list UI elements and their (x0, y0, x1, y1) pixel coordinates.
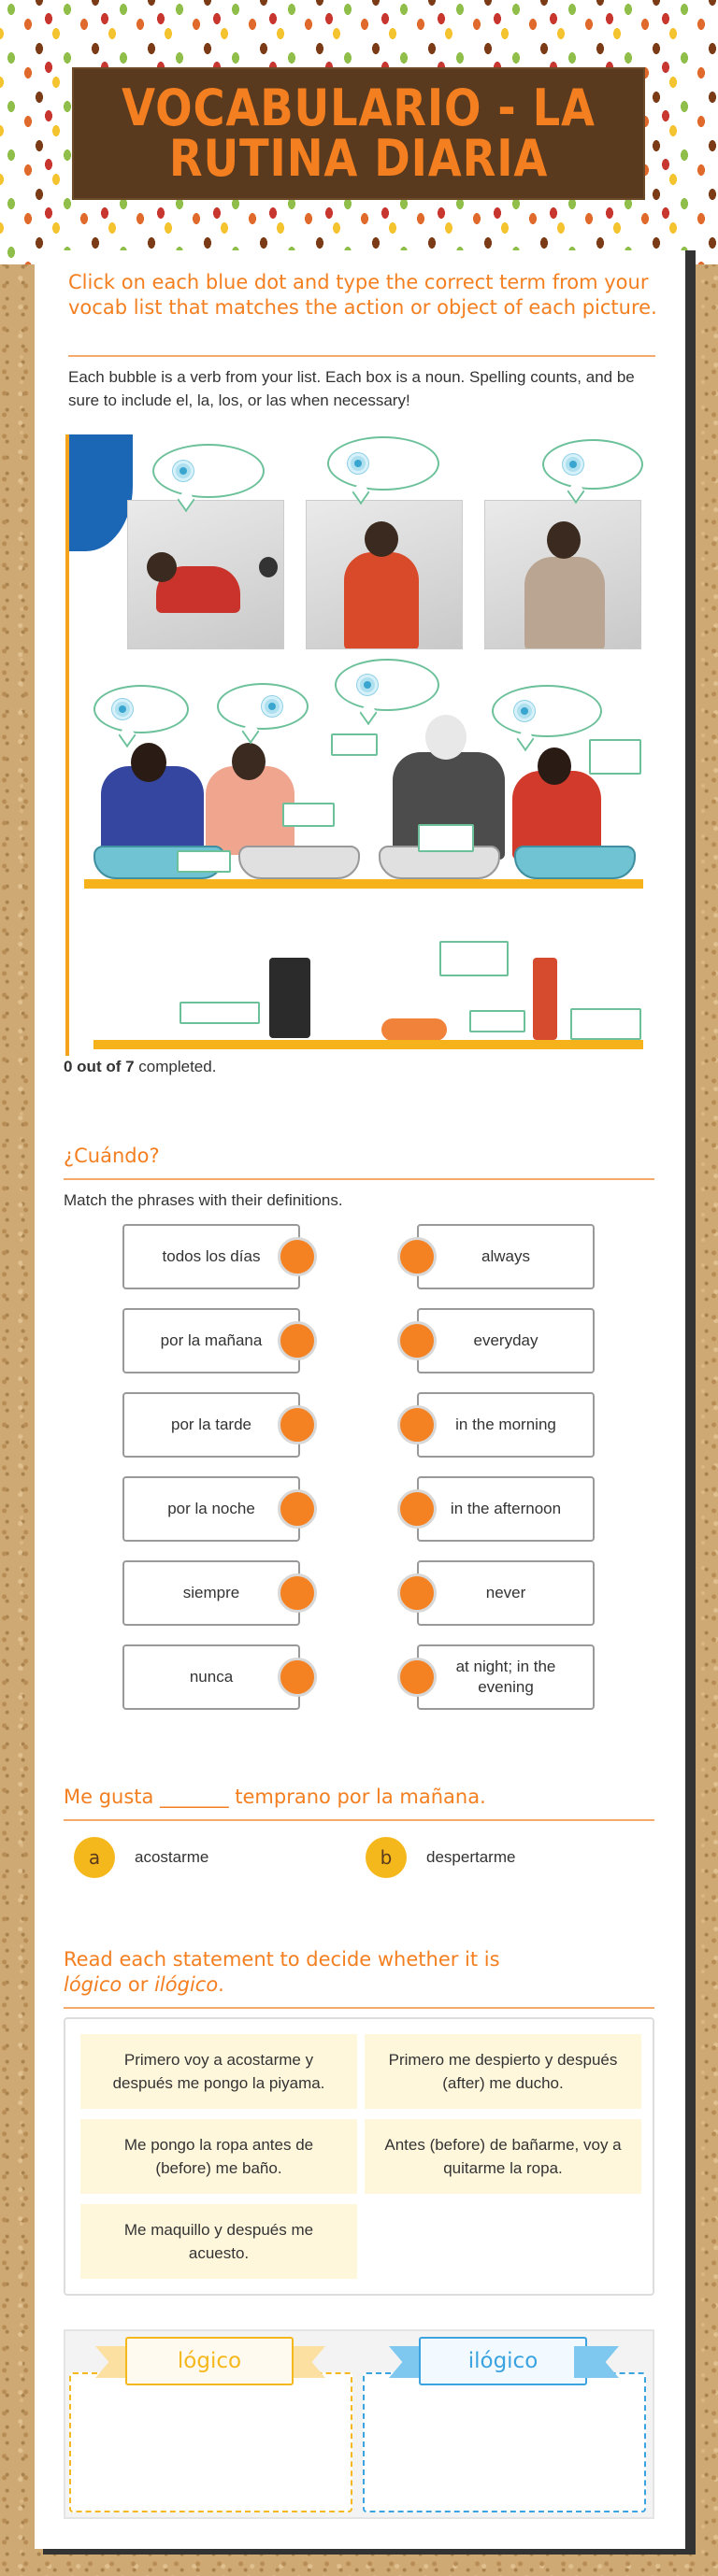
match-right-6[interactable]: at night; in the evening (417, 1644, 595, 1710)
activity-left-bar (65, 434, 69, 1056)
verb-bubble-5[interactable] (217, 683, 309, 730)
match-knob-icon[interactable] (278, 1405, 317, 1445)
option-a-text[interactable]: acostarme (135, 1848, 209, 1866)
verb-bubble-1[interactable] (152, 444, 265, 498)
section2-title: ¿Cuándo? (64, 1145, 160, 1167)
match-left-5[interactable]: siempre (122, 1560, 300, 1626)
completed-suffix: completed. (134, 1058, 217, 1075)
statement-card-2[interactable]: Primero me despierto y después (after) me ducho. (365, 2034, 641, 2109)
option-b-text[interactable]: despertarme (426, 1848, 516, 1866)
noun-box-5[interactable] (177, 850, 231, 873)
verb-bubble-3[interactable] (542, 439, 643, 490)
option-a-badge[interactable]: a (74, 1837, 115, 1878)
person-brushing-head (538, 747, 571, 785)
match-right-3[interactable]: in the morning (417, 1392, 595, 1458)
drop-zone-ilogico[interactable] (363, 2372, 646, 2512)
match-knob-icon[interactable] (397, 1573, 437, 1613)
match-left-6[interactable]: nunca (122, 1644, 300, 1710)
section4-title-main: Read each statement to decide whether it is (64, 1948, 500, 1971)
title-word-logico: lógico (64, 1973, 122, 1996)
sort-categories (64, 2329, 654, 2519)
hairdryer-icon (381, 1018, 447, 1041)
noun-box-4[interactable] (418, 824, 474, 852)
person-shaving-head (425, 715, 467, 760)
blue-dot-icon[interactable] (514, 701, 535, 721)
person-body (344, 552, 419, 649)
ribbon-tail-right (574, 2346, 619, 2378)
sink (238, 846, 360, 879)
section1-note: Each bubble is a verb from your list. Each box is a noun. Spelling counts, and be sure to include el, la, los, or las when necessary! (68, 368, 635, 409)
match-knob-icon[interactable] (278, 1237, 317, 1276)
person-combing-head (131, 743, 166, 782)
section1-instruction: Click on each blue dot and type the correct term from your vocab list that matches the action or object of each picture. (68, 271, 657, 319)
section3-rule (64, 1819, 654, 1821)
header-banner (0, 0, 718, 264)
blue-dot-icon[interactable] (262, 696, 282, 717)
drop-zone-logico[interactable] (69, 2372, 352, 2512)
toothpaste-icon (533, 958, 557, 1040)
statement-card-5[interactable]: Me maquillo y después me acuesto. (80, 2204, 357, 2279)
cards-area (64, 2017, 654, 2296)
noun-box-6[interactable] (439, 941, 509, 976)
sink (514, 846, 636, 879)
title-or: or (122, 1973, 155, 1996)
statement-card-1[interactable]: Primero voy a acostarme y después me pongo la piyama. (80, 2034, 357, 2109)
person-head (365, 521, 398, 557)
lower-shelf (93, 1040, 643, 1049)
category-label-ilogico: ilógico (419, 2337, 587, 2385)
blue-dot-icon[interactable] (563, 454, 583, 475)
noun-box-7[interactable] (180, 1002, 260, 1024)
noun-box-9[interactable] (570, 1008, 641, 1040)
option-b-badge[interactable]: b (366, 1837, 407, 1878)
person-body (524, 557, 605, 649)
match-knob-icon[interactable] (397, 1489, 437, 1529)
upper-shelf (84, 879, 643, 889)
statement-card-4[interactable]: Antes (before) de bañarme, voy a quitarme la ropa. (365, 2119, 641, 2194)
match-right-1[interactable]: always (417, 1224, 595, 1289)
match-right-5[interactable]: never (417, 1560, 595, 1626)
noun-box-8[interactable] (469, 1010, 525, 1032)
match-right-4[interactable]: in the afternoon (417, 1476, 595, 1542)
match-knob-icon[interactable] (397, 1321, 437, 1360)
title-word-ilogico: ilógico (154, 1973, 219, 1996)
section4-rule (64, 2007, 654, 2009)
verb-bubble-6[interactable] (335, 659, 439, 711)
blue-dot-icon[interactable] (357, 675, 378, 695)
match-left-3[interactable]: por la tarde (122, 1392, 300, 1458)
blue-dot-icon[interactable] (348, 453, 368, 474)
verb-bubble-7[interactable] (492, 685, 602, 737)
makeup-icon (269, 958, 310, 1038)
image-activity (65, 434, 643, 1056)
match-knob-icon[interactable] (278, 1321, 317, 1360)
verb-bubble-2[interactable] (327, 436, 439, 491)
match-knob-icon[interactable] (278, 1658, 317, 1697)
blue-dot-icon[interactable] (173, 461, 194, 481)
person-head (147, 552, 177, 582)
mcq-question: Me gusta _______ temprano por la mañana. (64, 1786, 486, 1808)
match-left-1[interactable]: todos los días (122, 1224, 300, 1289)
completion-status (64, 1058, 216, 1076)
person-makeup-head (232, 743, 266, 780)
title-end: . (218, 1973, 224, 1996)
match-knob-icon[interactable] (278, 1573, 317, 1613)
person-head (547, 521, 581, 559)
match-knob-icon[interactable] (278, 1489, 317, 1529)
statement-card-3[interactable]: Me pongo la ropa antes de (before) me baño. (80, 2119, 357, 2194)
match-knob-icon[interactable] (397, 1237, 437, 1276)
match-left-2[interactable]: por la mañana (122, 1308, 300, 1373)
match-knob-icon[interactable] (397, 1658, 437, 1697)
section2-rule (64, 1178, 654, 1180)
section2-instruction: Match the phrases with their definitions. (64, 1191, 343, 1209)
blue-dot-icon[interactable] (112, 699, 133, 719)
decorative-corner (65, 434, 133, 551)
noun-box-1[interactable] (331, 733, 378, 756)
section1-rule (68, 355, 655, 357)
noun-box-3[interactable] (282, 803, 335, 827)
title-box (72, 67, 645, 200)
photo-stretching (306, 500, 463, 649)
match-right-2[interactable]: everyday (417, 1308, 595, 1373)
verb-bubble-4[interactable] (93, 685, 189, 733)
completed-count: 0 out of 7 (64, 1058, 135, 1075)
match-knob-icon[interactable] (397, 1405, 437, 1445)
match-left-4[interactable]: por la noche (122, 1476, 300, 1542)
photo-dressing (484, 500, 641, 649)
photo-waking-up (127, 500, 284, 649)
category-label-logico: lógico (125, 2337, 294, 2385)
alarm-clock-icon (259, 557, 278, 577)
section4-title (64, 1947, 643, 1998)
noun-box-2[interactable] (589, 739, 641, 775)
page-title: VOCABULARIO - LA RUTINA DIARIA (122, 78, 596, 188)
